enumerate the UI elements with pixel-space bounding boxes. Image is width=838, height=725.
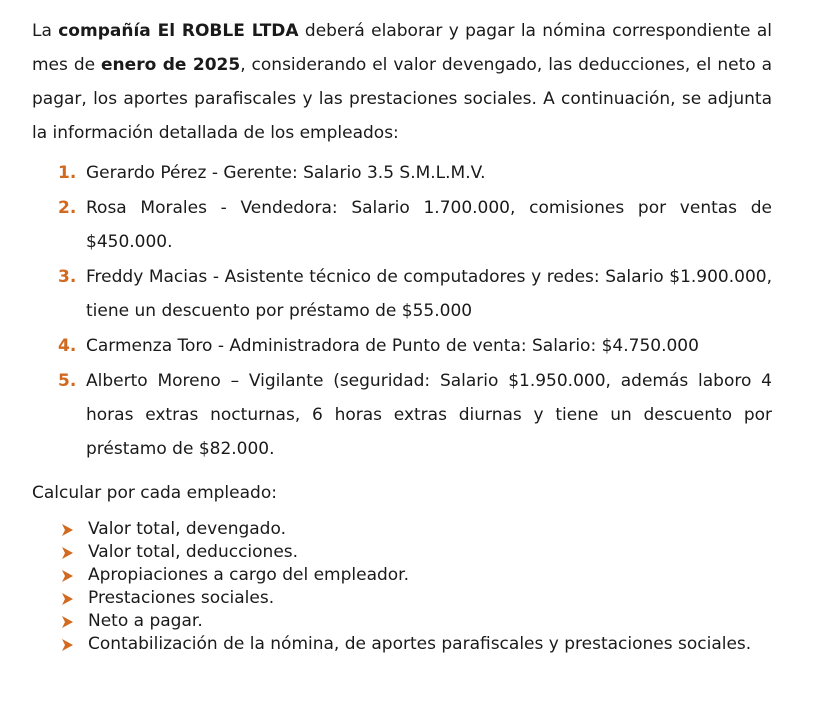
task-item [32,633,772,656]
task-text: Prestaciones sociales. [88,588,275,608]
employee-text: Alberto Moreno – Vigilante (seguridad: Salario $1.950.000, además laboro 4 horas extras nocturnas, 6 horas extras diurnas y tiene un descuento por préstamo de $82.000. [86,371,772,459]
task-text: Apropiaciones a cargo del empleador. [88,565,410,585]
employee-item [32,364,772,466]
task-text: Valor total, deducciones. [88,542,299,562]
employee-number: 3. [58,267,77,287]
employee-text: Carmenza Toro - Administradora de Punto de venta: Salario: $4.750.000 [86,336,699,356]
task-item [32,610,772,633]
employee-item [32,260,772,328]
employee-text: Gerardo Pérez - Gerente: Salario 3.5 S.M.L.M.V. [86,163,486,183]
employee-item [32,329,772,363]
employee-text: Rosa Morales - Vendedora: Salario 1.700.000, comisiones por ventas de $450.000. [86,198,772,252]
employee-number: 4. [58,336,77,356]
company-name: compañía El ROBLE LTDA [58,21,299,41]
intro-text-1: La [32,21,59,41]
employee-text: Freddy Macias - Asistente técnico de computadores y redes: Salario $1.900.000, tiene un descuento por préstamo de $55.000 [86,267,772,321]
calc-heading: Calcular por cada empleado: [32,483,277,503]
arrow-bullet-icon [60,638,74,652]
task-item [32,518,772,541]
task-item [32,564,772,587]
task-text: Neto a pagar. [88,611,203,631]
employee-item [32,191,772,259]
employee-number: 1. [58,163,77,183]
arrow-bullet-icon [60,546,74,560]
intro-text-2: deberá elaborar y pagar la nómina correspondiente al mes de [32,21,772,75]
task-item [32,541,772,564]
employee-item [32,156,772,190]
task-list [32,518,772,656]
arrow-bullet-icon [60,523,74,537]
arrow-bullet-icon [60,569,74,583]
employee-number: 2. [58,198,77,218]
payroll-month: enero de 2025 [101,55,241,75]
employee-number: 5. [58,371,77,391]
task-item [32,587,772,610]
employee-list [32,156,772,466]
arrow-bullet-icon [60,615,74,629]
intro-paragraph [32,14,772,150]
task-text: Contabilización de la nómina, de aportes parafiscales y prestaciones sociales. [88,634,752,654]
intro-text-3: , considerando el valor devengado, las deducciones, el neto a pagar, los aportes parafiscales y las prestaciones sociales. A continuación, se adjunta la información detallada de los empleados: [32,55,773,143]
task-text: Valor total, devengado. [88,519,286,539]
arrow-bullet-icon [60,592,74,606]
